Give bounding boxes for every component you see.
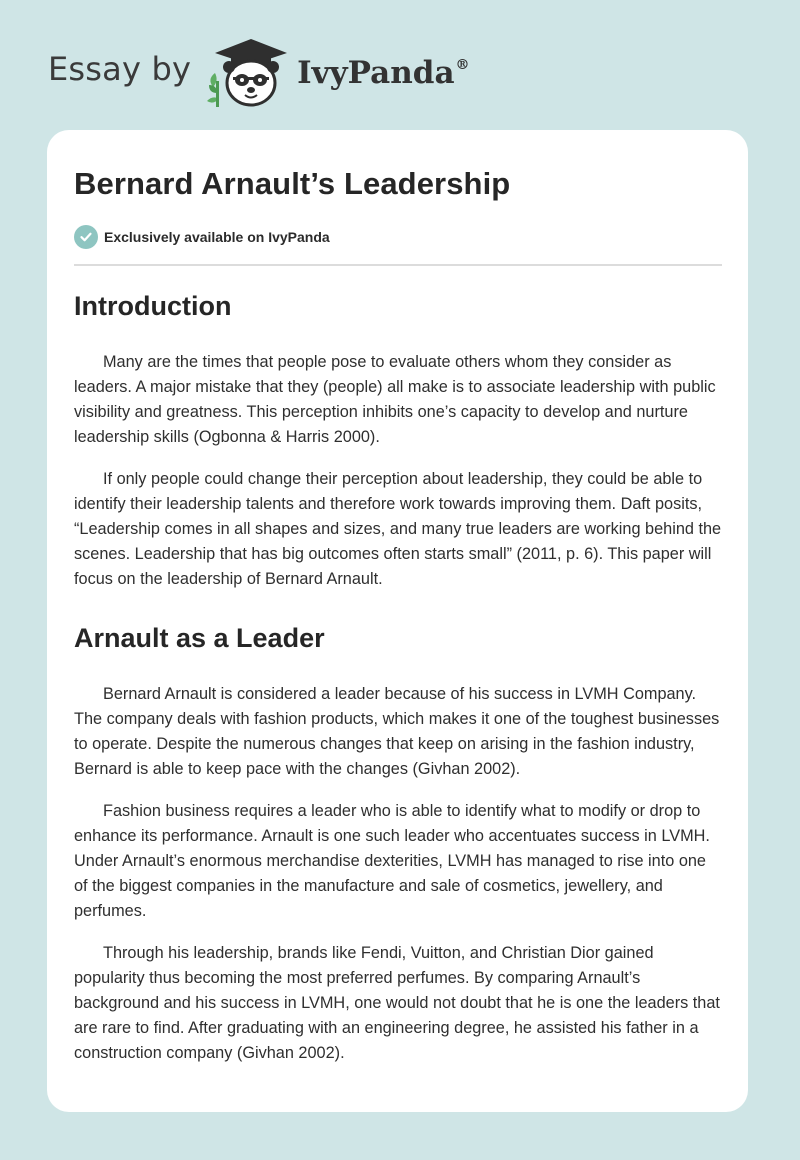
paragraph: Through his leadership, brands like Fendi, Vuitton, and Christian Dior gained popularity thus becoming the most preferred perfumes. By comparing Arnault’s background and his success in LVMH, one would not doubt that he is one the leaders that are rare to find. After graduating with an engineering degree, he assisted his father in a construction company (Givhan 2002). (74, 944, 720, 1062)
panda-logo-icon[interactable] (205, 35, 291, 113)
paragraph: Fashion business requires a leader who is able to identify what to modify or drop to enhance its performance. Arnault is one such leader who accentuates success in LVMH. Under Arnault’s enormous merchandise dexterities, LVMH has managed to rise into one of the biggest companies in the manufacture and sale of cosmetics, jewellery, and perfumes. (74, 802, 710, 920)
paragraph: If only people could change their perception about leadership, they could be able to identify their leadership talents and therefore work towards improving them. Daft posits, “Leadership comes in all shapes and sizes, and many true leaders are working behind the scenes. Leadership that has big outcomes often starts small” (2011, p. 6). This paper will focus on the leadership of Bernard Arnault. (74, 470, 722, 588)
brand-name-text: IvyPanda (297, 55, 455, 91)
paragraph: Many are the times that people pose to evaluate others whom they consider as leaders. A major mistake that they (people) all make is to associate leadership with public visibility and greatness. This perception inhibits one’s capacity to develop and nurture leadership skills (Ogbonna & Harris 2000). (74, 353, 716, 446)
exclusive-badge-text: Exclusively available on IvyPanda (104, 229, 330, 245)
essay-by-label: Essay by (48, 50, 192, 88)
essay-card (47, 130, 748, 1112)
section-heading: Arnault as a Leader (74, 623, 325, 653)
title-divider (74, 264, 722, 266)
check-circle-icon (74, 225, 98, 249)
section-arnault-as-leader (74, 620, 722, 1066)
paragraph: Bernard Arnault is considered a leader because of his success in LVMH Company. The company deals with fashion products, which makes it one of the toughest businesses to operate. Despite the numerous changes that keep on arising in the fashion industry, Bernard is able to keep pace with the changes (Givhan 2002). (74, 685, 720, 778)
site-header (48, 34, 470, 114)
essay-title: Bernard Arnault’s Leadership (74, 166, 511, 201)
section-heading: Introduction (74, 291, 232, 321)
section-introduction (74, 288, 722, 592)
exclusive-badge (74, 224, 722, 250)
brand-name[interactable] (297, 55, 469, 91)
registered-mark: ® (455, 57, 470, 73)
